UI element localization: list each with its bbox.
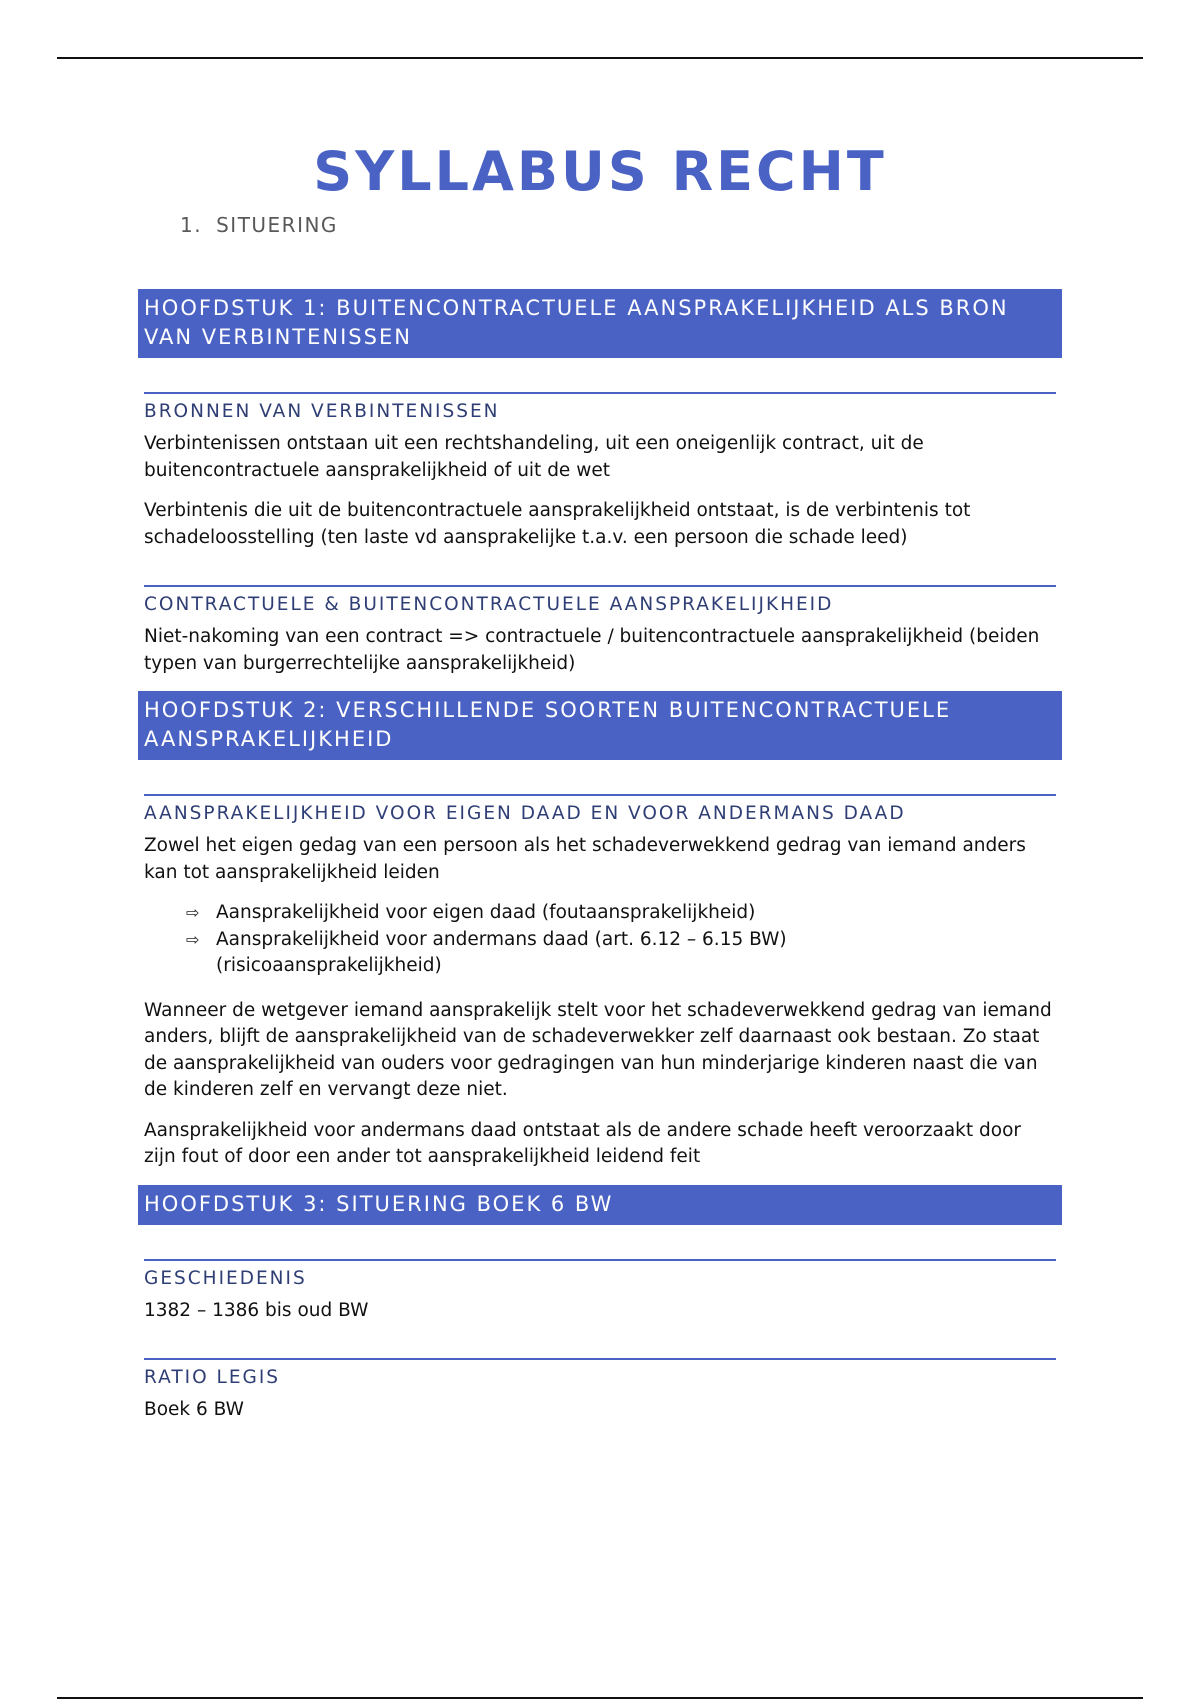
paragraph: Verbintenissen ontstaan uit een rechtshandeling, uit een oneigenlijk contract, uit de buitencontractuele aansprakelijkheid of uit de wet [144,433,924,481]
section-contractuele [144,585,1056,677]
list-item [186,927,856,980]
section-geschiedenis [144,1259,1056,1325]
section-title: RATIO LEGIS [144,1367,281,1388]
section-eigen-daad [144,794,1056,1171]
paragraph: Wanneer de wetgever iemand aansprakelijk stelt voor het schadeverwekkend gedrag van iemand anders, blijft de aansprakelijkheid van de schadeverwekker zelf daarnaast ook bestaan. Zo staat de aansprakelijkheid van ouders voor gedragingen van hun minderjarige kinderen naast die van de kinderen zelf en vervangt deze niet. [144,999,1052,1100]
chapter-2-heading: HOOFDSTUK 2: VERSCHILLENDE SOORTEN BUITENCONTRACTUELE AANSPRAKELIJKHEID [138,691,1062,760]
toc-entry[interactable] [180,212,338,238]
list-item-text: Aansprakelijkheid voor andermans daad (art. 6.12 – 6.15 BW) (risicoaansprakelijkheid) [216,928,787,976]
paragraph: 1382 – 1386 bis oud BW [144,1299,369,1321]
toc-label: SITUERING [216,213,338,237]
section-title: CONTRACTUELE & BUITENCONTRACTUELE AANSPRAKELIJKHEID [144,594,834,615]
paragraph: Niet-nakoming van een contract => contractuele / buitencontractuele aansprakelijkheid (beiden typen van burgerrechtelijke aansprakelijkheid) [144,626,1040,674]
page-top-rule [57,57,1143,59]
toc-number: 1. [180,213,203,237]
page-bottom-rule [57,1697,1143,1699]
arrow-icon: ⇨ [186,929,200,949]
list-item [186,900,856,927]
paragraph: Zowel het eigen gedag van een persoon als het schadeverwekkend gedrag van iemand anders kan tot aansprakelijkheid leiden [144,835,1026,883]
section-title: AANSPRAKELIJKHEID VOOR EIGEN DAAD EN VOOR ANDERMANS DAAD [144,803,906,824]
chapter-1-heading: HOOFDSTUK 1: BUITENCONTRACTUELE AANSPRAKELIJKHEID ALS BRON VAN VERBINTENISSEN [138,289,1062,358]
section-bronnen [144,392,1056,551]
chapter-3-heading: HOOFDSTUK 3: SITUERING BOEK 6 BW [138,1185,1062,1225]
paragraph: Boek 6 BW [144,1399,244,1420]
section-title: GESCHIEDENIS [144,1267,307,1289]
arrow-icon: ⇨ [186,903,200,922]
section-title: BRONNEN VAN VERBINTENISSEN [144,401,500,422]
paragraph: Verbintenis die uit de buitencontractuele aansprakelijkheid ontstaat, is de verbintenis tot schadeloosstelling (ten laste vd aansprakelijke t.a.v. een persoon die schade leed) [144,500,971,548]
section-ratio-legis [144,1358,1056,1424]
paragraph: Aansprakelijkheid voor andermans daad ontstaat als de andere schade heeft veroorzaakt door zijn fout of door een ander tot aansprakelijkheid leidend feit [144,1119,1021,1167]
document-body [138,289,1062,1438]
bullet-list [144,900,1056,980]
list-item-text: Aansprakelijkheid voor eigen daad (foutaansprakelijkheid) [216,902,756,923]
document-title: SYLLABUS RECHT [313,140,887,203]
